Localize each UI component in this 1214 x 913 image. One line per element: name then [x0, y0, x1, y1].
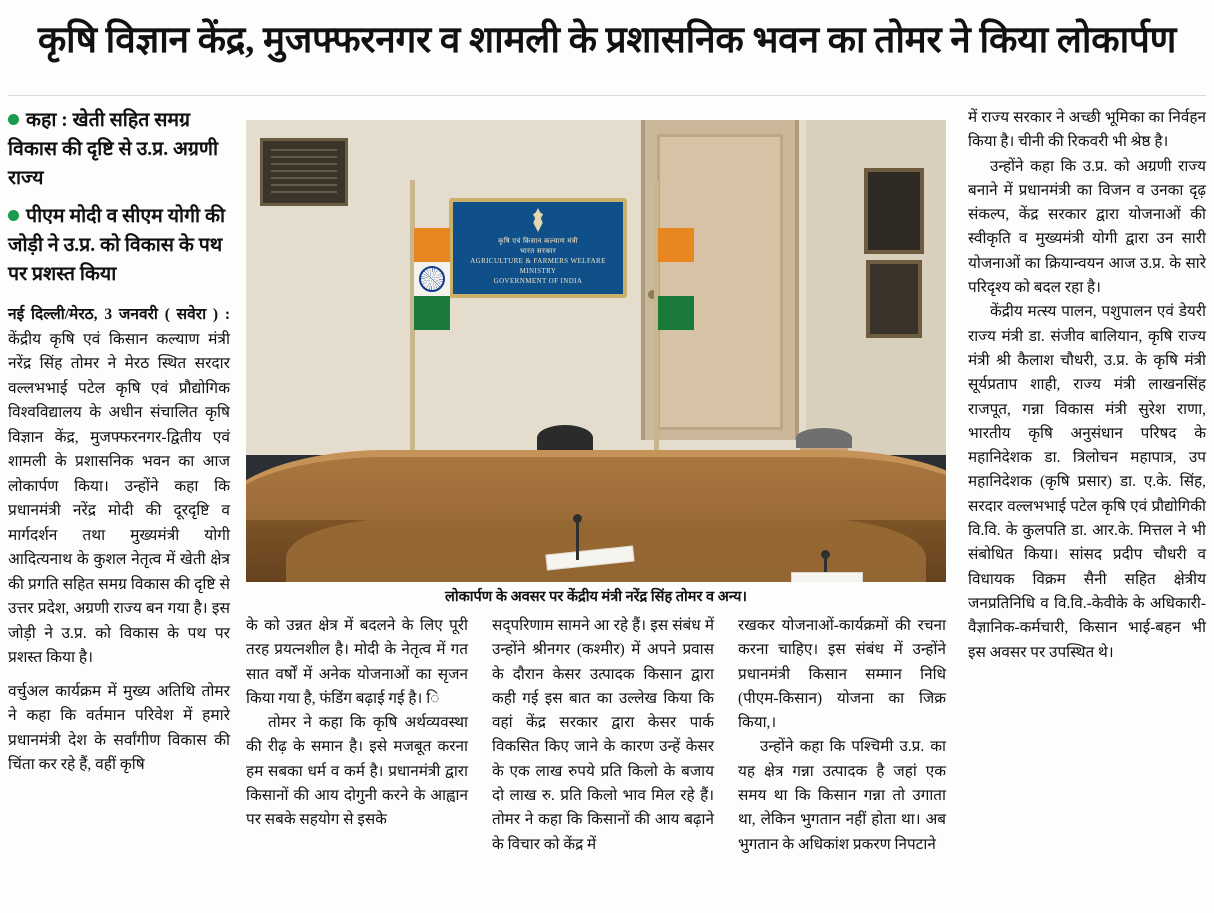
news-photo: [246, 120, 946, 582]
door: [641, 120, 799, 440]
body-column-1: [246, 614, 468, 833]
highlight-text: पीएम मोदी व सीएम योगी की जोड़ी ने उ.प्र. को विकास के पथ पर प्रशस्त किया: [8, 206, 225, 285]
flag-saffron-band: [414, 228, 450, 262]
body-column-2: [492, 614, 714, 857]
person-left-hair: [537, 425, 593, 451]
paragraph: रखकर योजनाओं-कार्यक्रमों की रचना करना चाहिए। इस संबंध में उन्होंने प्रधानमंत्री किसान सम्मान निधि (पीएम-किसान) योजना का जिक्र किया,।: [738, 617, 946, 732]
flag-green-band: [414, 296, 450, 330]
left-paragraph-2: वर्चुअल कार्यक्रम में मुख्य अतिथि तोमर ने कहा कि वर्तमान परिवेश में हमारे प्रधानमंत्री देश के सर्वांगीण विकास की चिंता कर रहे हैं, वहीं कृषि: [8, 682, 230, 773]
headline-divider: [8, 95, 1206, 96]
ministry-signboard: [449, 198, 627, 298]
paragraph: उन्होंने कहा कि पश्चिमी उ.प्र. का यह क्षेत्र गन्ना उत्पादक है जहां एक समय था कि किसान गन्ना तो उगाता था, लेकिन भुगतान नहीं होता था। अब भुगतान के अधिकांश प्रकरण निपटाने: [738, 738, 946, 853]
lead-paragraph: [8, 303, 230, 671]
microphone-stand-left: [576, 520, 579, 560]
body-column-3: [738, 614, 946, 857]
person-center-hair: [796, 428, 852, 448]
page-title: कृषि विज्ञान केंद्र, मुजफ्फरनगर व शामली के प्रशासनिक भवन का तोमर ने किया लोकार्पण: [37, 20, 1177, 61]
flag-saffron-band: [658, 228, 694, 262]
paragraph: के को उन्नत क्षेत्र में बदलने के लिए पूरी तरह प्रयत्नशील है। मोदी के नेतृत्व में गत सात वर्षों में अनेक योजनाओं का सृजन किया गया है, फंडिंग बढ़ाई गई है। ि: [246, 617, 468, 707]
highlight-item: [8, 202, 230, 289]
highlights-block: [8, 106, 230, 289]
lead-paragraph-text: केंद्रीय कृषि एवं किसान कल्याण मंत्री नरेंद्र सिंह तोमर ने मेरठ स्थित सरदार वल्लभभाई पटेल कृषि एवं प्रौद्योगिक विश्वविद्यालय के अधीन संचालित कृषि विज्ञान केंद्र, मुजफ्फरनगर-द्वितीय एवं शामली के प्रशासनिक भवन का आज लोकार्पण किया। उन्होंने कहा कि प्रधानमंत्री नरेंद्र मोदी की दूरदृष्टि व मार्गदर्शन तथा मुख्यमंत्री योगी आदित्यनाथ के कुशल नेतृत्व में खेती क्षेत्र की प्रगति सहित समग्र विकास की दृष्टि से उत्तर प्रदेश, अग्रणी राज्य बन गया है। इस जोड़ी ने उ.प्र. को विकास के पथ पर प्रशस्त किया है।: [8, 330, 230, 666]
paragraph: तोमर ने कहा कि कृषि अर्थव्यवस्था की रीढ़ के समान है। इसे मजबूत करना हम सबका धर्म व कर्म है। प्रधानमंत्री द्वारा किसानों की आय दोगुनी करने के आह्वान पर सबके सहयोग से इसके: [246, 714, 468, 829]
flag-white-band: [414, 262, 450, 296]
wall-frame-right-bottom: [866, 260, 922, 338]
paragraph: उन्होंने कहा कि उ.प्र. को अग्रणी राज्य बनाने में प्रधानमंत्री का विजन व उनका दृढ़ संकल्प, केंद्र सरकार द्वारा योजनाओं की स्वीकृति व मुख्यमंत्री योगी द्वारा उन सारी योजनाओं का क्रियान्वयन आज उ.प्र. के सारे परिदृश्य को बदल रहा है।: [968, 157, 1206, 297]
door-panel: [657, 134, 783, 430]
papers-center: [791, 572, 863, 582]
right-column: [968, 106, 1206, 665]
photo-scene: [246, 120, 946, 582]
wall-frame-right-top: [864, 168, 924, 254]
plaque-engraving: [271, 149, 337, 195]
wall-plaque-left: [260, 138, 348, 206]
highlight-item: [8, 106, 230, 193]
left-column-text: [8, 303, 230, 778]
left-column: [8, 106, 230, 787]
paragraph: केंद्रीय मत्स्य पालन, पशुपालन एवं डेयरी राज्य मंत्री डा. संजीव बालियान, कृषि राज्य मंत्री श्री कैलाश चौधरी, उ.प्र. के कृषि मंत्री सूर्यप्रताप शाही, राज्य मंत्री लाखनसिंह राजपूत, गन्ना विकास मंत्री सुरेश राणा, भारतीय कृषि अनुसंधान परिषद के महानिदेशक डा. त्रिलोचन महापात्र, उप महानिदेशक (कृषि प्रसार) डा. ए.के. सिंह, सरदार वल्लभभाई पटेल कृषि एवं प्रौद्योगिकी वि.वि. के कुलपति डा. आर.के. मित्तल ने भी संबोधित किया। सांसद प्रदीप चौधरी व विधायक विक्रम सैनी सहित क्षेत्रीय जनप्रतिनिधि व वि.वि.-केवीके के अधिकारी-वैज्ञानिक-कर्मचारी, किसान भाई-बहन भी इस अवसर पर उपस्थित थे।: [968, 303, 1206, 661]
dateline: नई दिल्ली/मेरठ, 3 जनवरी ( सवेरा ) :: [8, 306, 230, 323]
highlight-text: कहा : खेती सहित समग्र विकास की दृष्टि से उ.प्र. अग्रणी राज्य: [8, 110, 219, 189]
flag-pole-right: [654, 180, 659, 480]
ashoka-chakra-icon: [419, 266, 445, 292]
paragraph: में राज्य सरकार ने अच्छी भूमिका का निर्वहन किया है। चीनी की रिकवरी भी श्रेष्ठ है।: [968, 109, 1206, 151]
microphone-head-left: [573, 514, 582, 523]
paragraph: सद्परिणाम सामने आ रहे हैं। इस संबंध में उन्होंने श्रीनगर (कश्मीर) में अपने प्रवास के दौरान केसर उत्पादक किसान द्वारा कही गई इस बात का उल्लेख किया कि वहां केंद्र सरकार द्वारा केसर पार्क विकसित किए जाने के कारण उन्हें केसर के एक लाख रुपये प्रति किलो के बजाय दो लाख रु. प्रति किलो भाव मिल रहे हैं। तोमर ने कहा कि किसानों की आय बढ़ाने के विचार को केंद्र में: [492, 617, 714, 853]
photo-caption: लोकार्पण के अवसर पर केंद्रीय मंत्री नरेंद्र सिंह तोमर व अन्य।: [445, 589, 747, 605]
bullet-dot-icon: [8, 114, 19, 125]
bullet-dot-icon: [8, 210, 19, 221]
microphone-head-center: [821, 550, 830, 559]
flag-green-band: [658, 296, 694, 330]
flag-pole-left: [410, 180, 415, 480]
signboard-text: कृषि एवं किसान कल्याण मंत्री भारत सरकार AGRICULTURE & FARMERS WELFARE MINISTRY GOVERNMENT OF INDIA: [470, 237, 606, 285]
national-emblem-icon: [529, 208, 547, 232]
